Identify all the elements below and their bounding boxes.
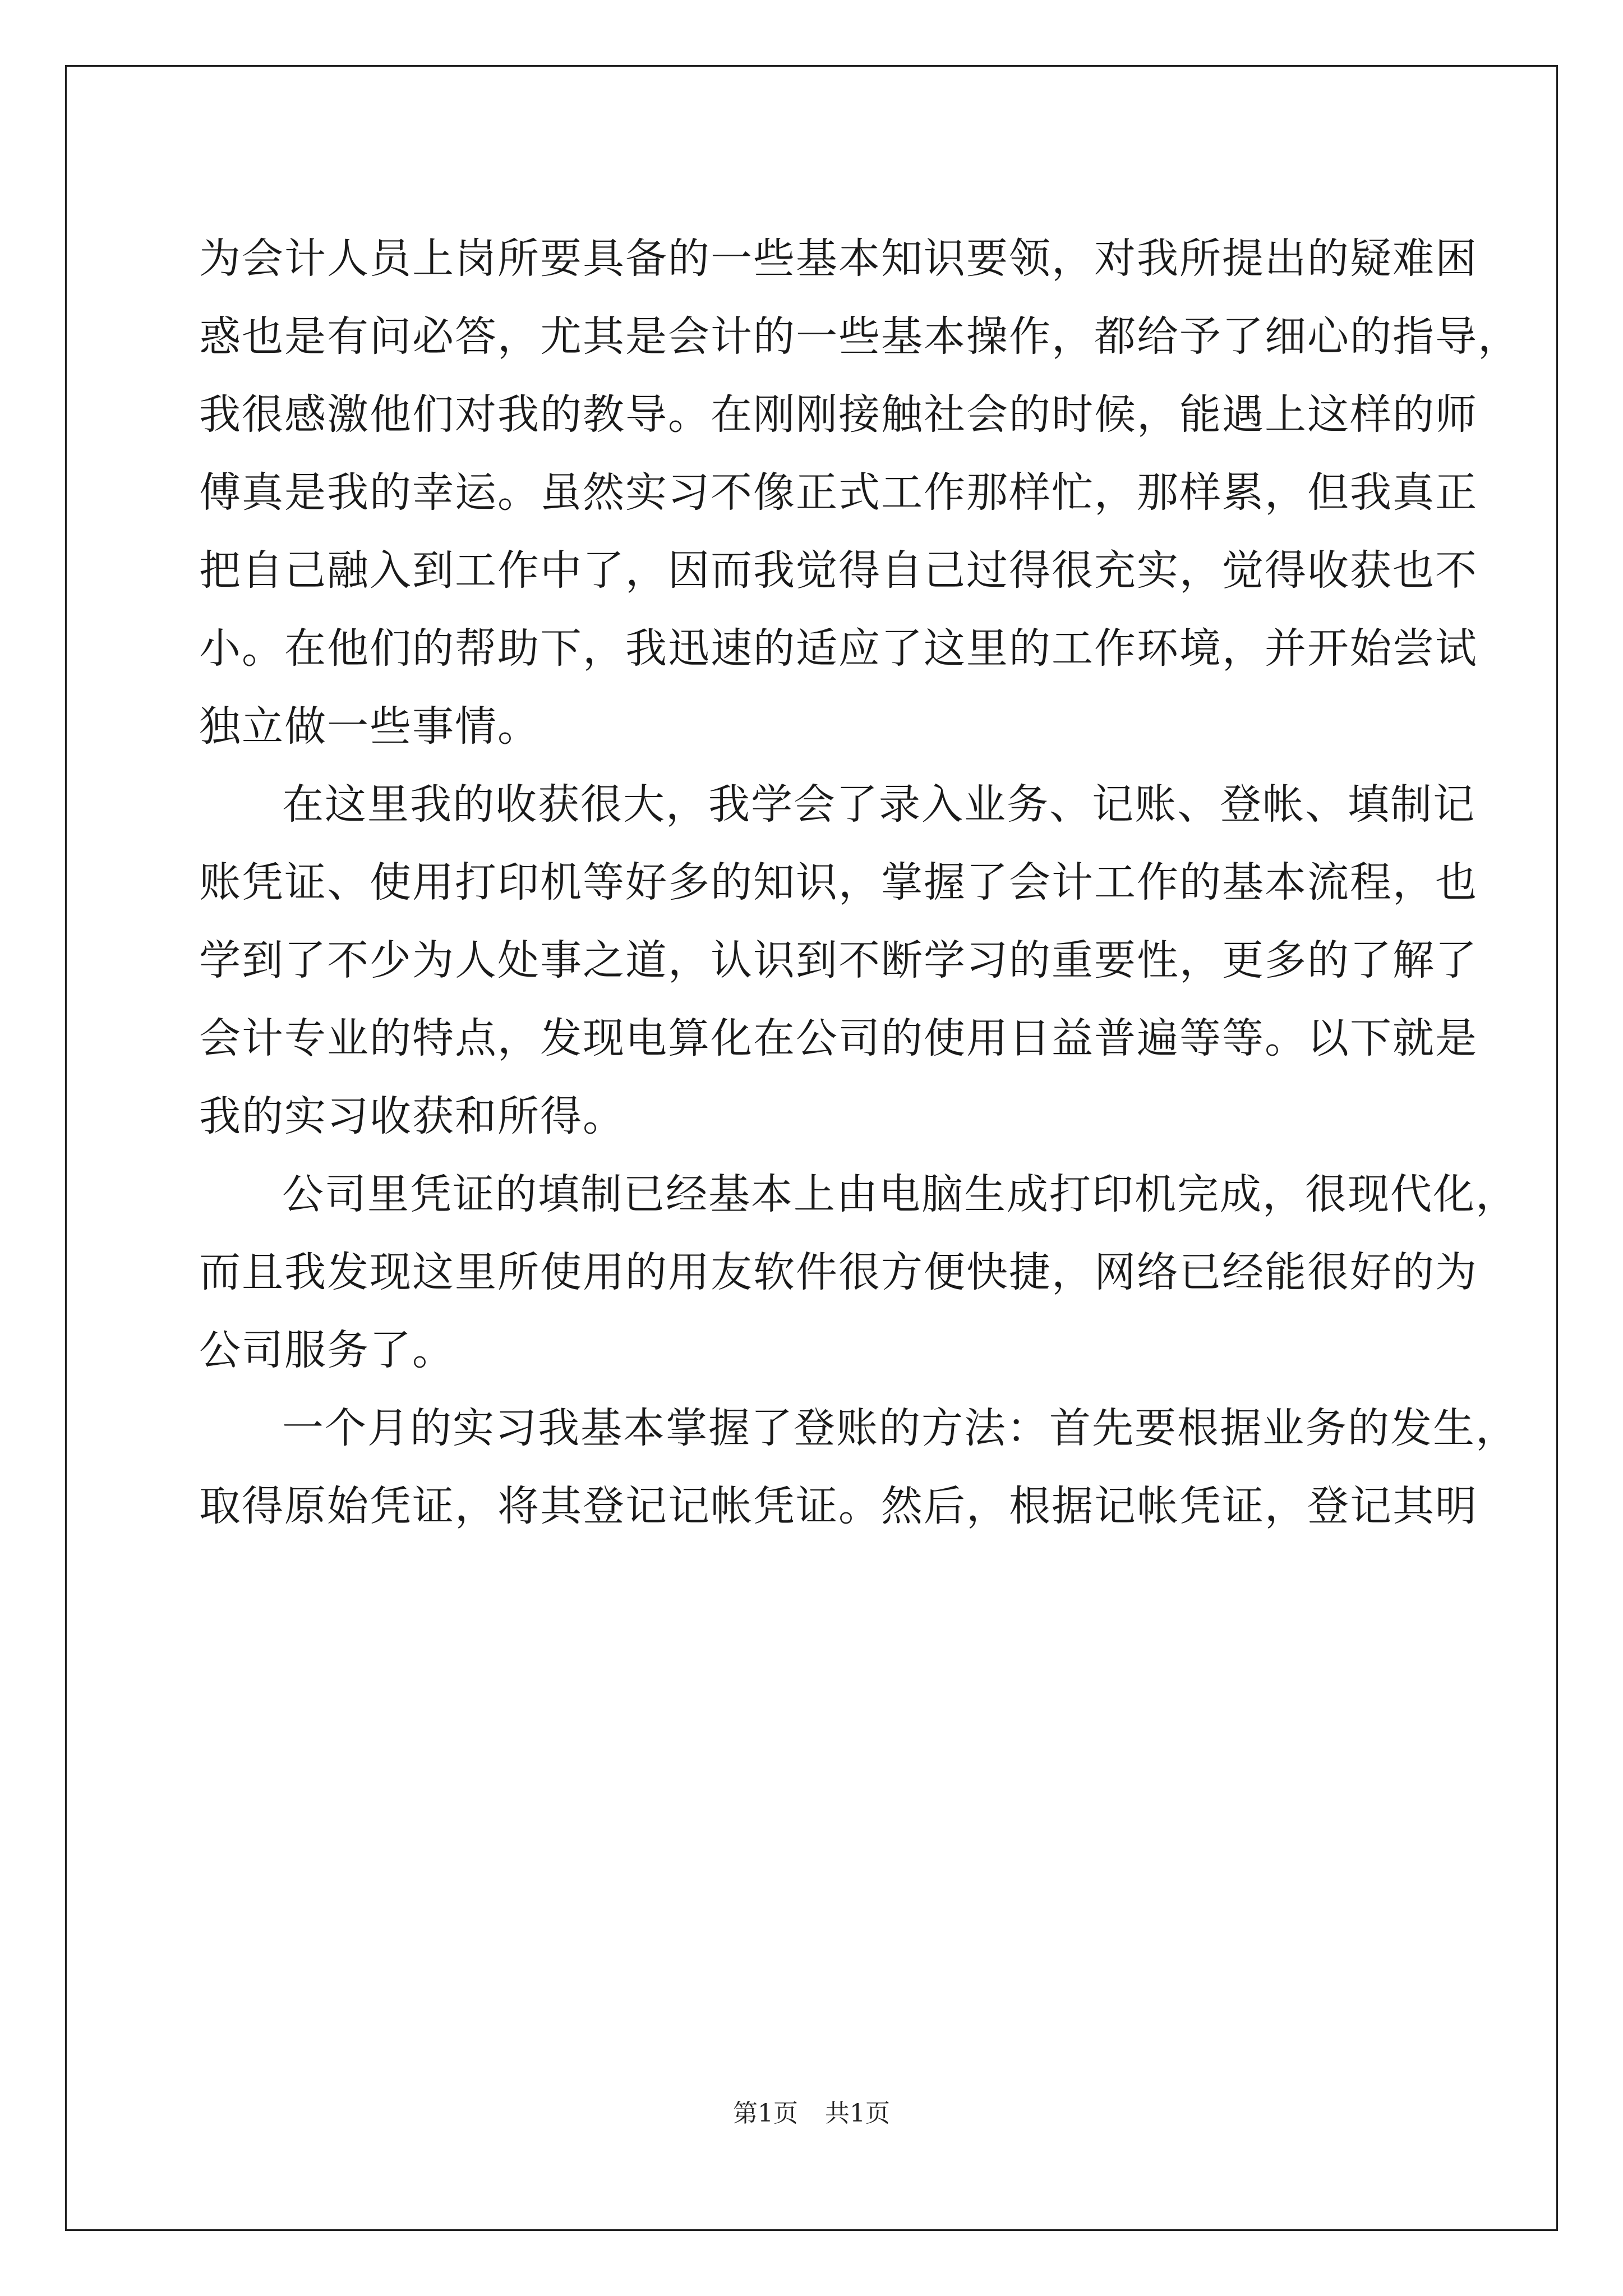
text-line: 小。在他们的帮助下，我迅速的适应了这里的工作环境，并开始尝试: [199, 624, 1478, 673]
text-line: 公司里凭证的填制已经基本上由电脑生成打印机完成，很现代化，: [282, 1170, 1518, 1218]
text-line: 我的实习收获和所得。: [199, 1092, 625, 1140]
text-line: 我很感激他们对我的教导。在刚刚接触社会的时候，能遇上这样的师: [199, 390, 1478, 439]
page-number: 第1页: [733, 2099, 798, 2128]
text-line: 独立做一些事情。: [199, 702, 540, 751]
paragraph-2: [199, 766, 1478, 1156]
page-count: 共1页: [825, 2099, 890, 2128]
text-line: 傅真是我的幸运。虽然实习不像正式工作那样忙，那样累，但我真正: [199, 468, 1478, 517]
text-line: 而且我发现这里所使用的用友软件很方便快捷，网络已经能很好的为: [199, 1248, 1478, 1296]
page-footer: [0, 2098, 1623, 2129]
text-line: 学到了不少为人处事之道，认识到不断学习的重要性，更多的了解了: [199, 936, 1478, 984]
paragraph-4: [199, 1389, 1518, 1545]
text-line: 公司服务了。: [199, 1326, 455, 1374]
text-line: 一个月的实习我基本掌握了登账的方法：首先要根据业务的发生，: [282, 1404, 1518, 1452]
text-line: 为会计人员上岗所要具备的一些基本知识要领，对我所提出的疑难困: [199, 234, 1478, 283]
text-line: 账凭证、使用打印机等好多的知识，掌握了会计工作的基本流程，也: [199, 858, 1478, 907]
text-line: 在这里我的收获很大，我学会了录入业务、记账、登帐、填制记: [282, 780, 1476, 829]
paragraph-1: [199, 220, 1520, 766]
paragraph-3: [199, 1156, 1518, 1389]
text-line: 会计专业的特点，发现电算化在公司的使用日益普遍等等。以下就是: [199, 1014, 1478, 1062]
text-line: 把自己融入到工作中了，因而我觉得自己过得很充实，觉得收获也不: [199, 546, 1478, 595]
text-line: 取得原始凭证，将其登记记帐凭证。然后，根据记帐凭证，登记其明: [199, 1482, 1478, 1530]
text-line: 惑也是有问必答，尤其是会计的一些基本操作，都给予了细心的指导，: [199, 312, 1520, 361]
document-body: [199, 220, 1520, 1545]
